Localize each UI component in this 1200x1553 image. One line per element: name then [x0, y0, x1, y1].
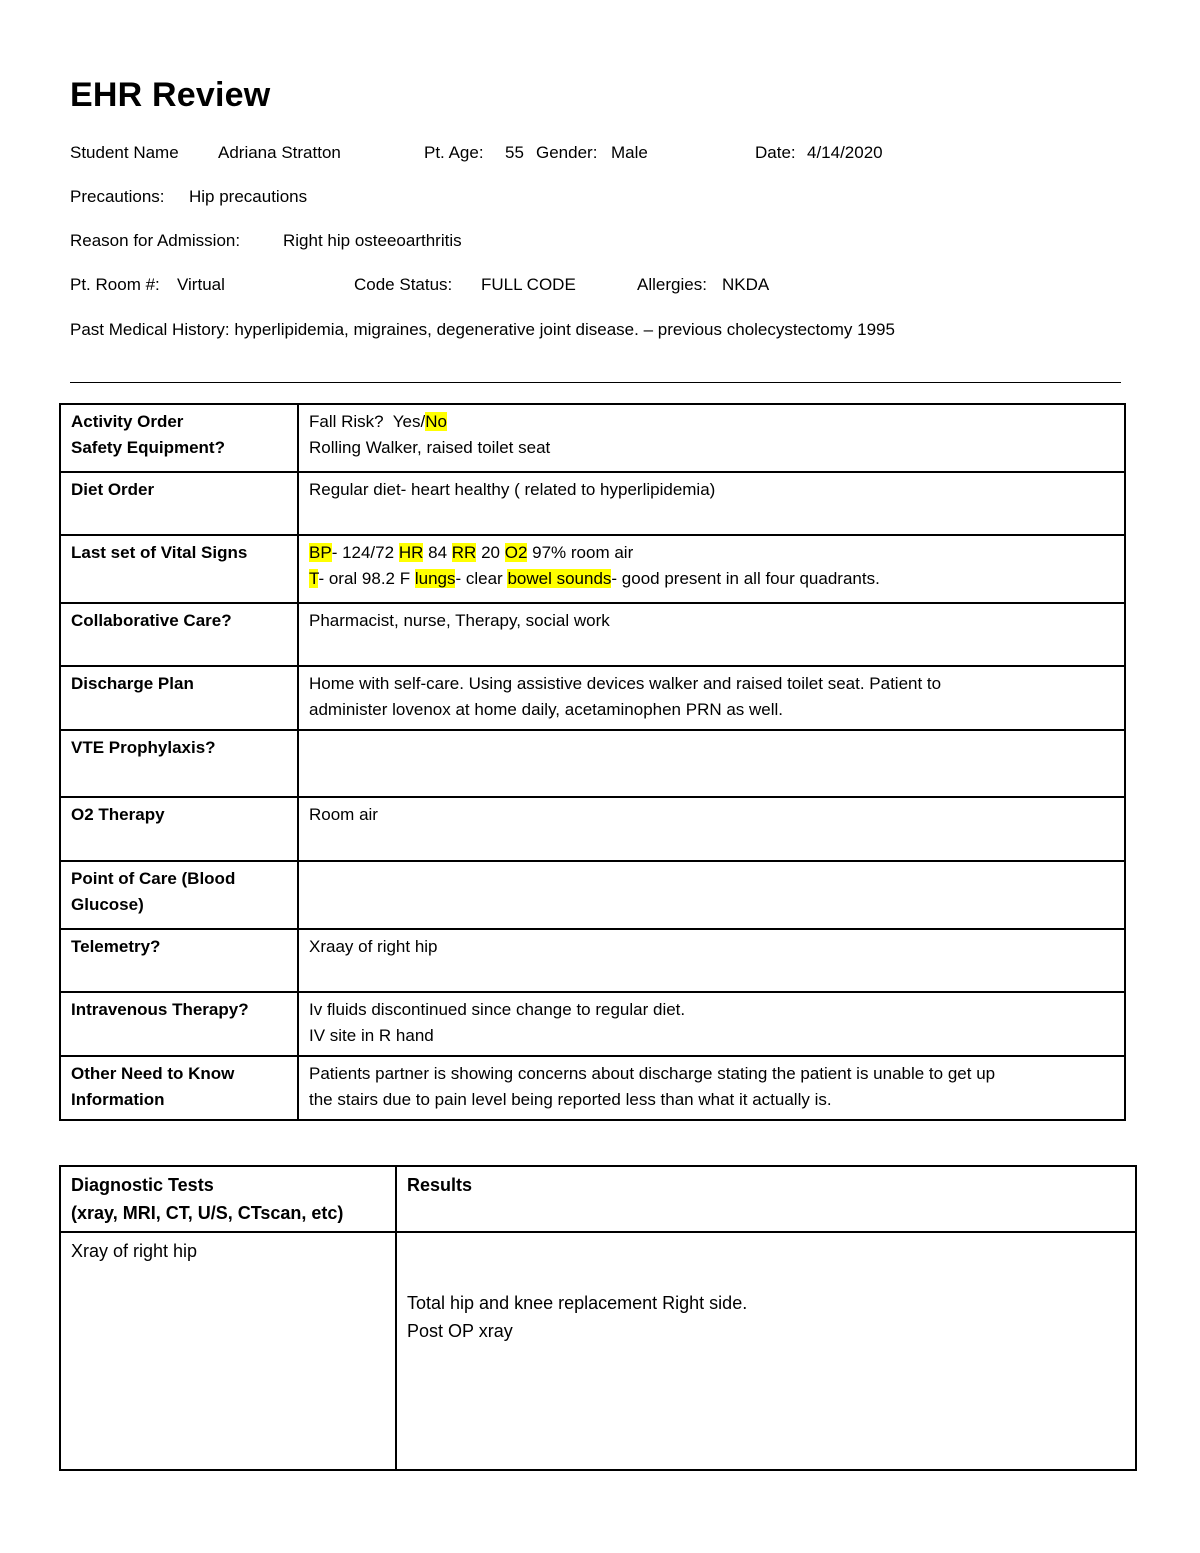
other-label-cell	[60, 1056, 298, 1120]
vitals-line-1	[309, 540, 1114, 566]
temp-label: T	[309, 569, 319, 588]
iv-value	[298, 992, 1125, 1056]
code-status-value: FULL CODE	[481, 275, 576, 294]
poc-label-2: Glucose)	[71, 895, 144, 914]
o2-therapy-label: O2 Therapy	[60, 797, 298, 861]
row-telemetry	[60, 929, 1125, 992]
rr-label: RR	[451, 543, 477, 562]
o2-value: 97% room air	[532, 543, 634, 562]
vte-value	[298, 730, 1125, 797]
discharge-line-2: administer lovenox at home daily, acetaminophen PRN as well.	[309, 700, 784, 719]
pmh-line	[70, 320, 895, 340]
o2-therapy-value: Room air	[298, 797, 1125, 861]
iv-label: Intravenous Therapy?	[60, 992, 298, 1056]
age-value: 55	[505, 143, 524, 162]
other-line-2: the stairs due to pain level being reported less than what it actually is.	[309, 1090, 832, 1109]
fall-risk-answer: No	[425, 412, 447, 431]
diet-order-value: Regular diet- heart healthy ( related to hyperlipidemia)	[298, 472, 1125, 535]
row-o2-therapy	[60, 797, 1125, 861]
pmh-label: Past Medical History:	[70, 320, 230, 339]
o2-label: O2	[504, 543, 528, 562]
date-label: Date:	[755, 143, 796, 162]
rr-value: 20	[481, 543, 500, 562]
other-label-2: Information	[71, 1090, 165, 1109]
result-cell	[396, 1232, 1136, 1470]
other-line-1: Patients partner is showing concerns about discharge stating the patient is unable to get up	[309, 1064, 996, 1083]
vital-signs-label: Last set of Vital Signs	[60, 535, 298, 603]
activity-label-cell	[60, 404, 298, 472]
row-collab	[60, 603, 1125, 666]
iv-line-1: Iv fluids discontinued since change to regular diet.	[309, 1000, 686, 1019]
allergies-value: NKDA	[722, 275, 770, 294]
poc-label-1: Point of Care (Blood	[71, 869, 236, 888]
collab-care-label: Collaborative Care?	[60, 603, 298, 666]
lungs-label: lungs	[414, 569, 456, 588]
safety-equipment-label: Safety Equipment?	[71, 438, 225, 457]
row-discharge	[60, 666, 1125, 730]
activity-order-label: Activity Order	[71, 412, 184, 431]
vitals-line-2	[309, 566, 1114, 592]
poc-value	[298, 861, 1125, 929]
precautions-label: Precautions:	[70, 187, 165, 206]
row-activity	[60, 404, 1125, 472]
activity-value-cell	[298, 404, 1125, 472]
safety-equipment-value: Rolling Walker, raised toilet seat	[309, 438, 551, 457]
discharge-plan-value	[298, 666, 1125, 730]
vital-signs-value	[298, 535, 1125, 603]
result-line-2: Post OP xray	[407, 1321, 513, 1341]
telemetry-label: Telemetry?	[60, 929, 298, 992]
fall-risk-prefix: Fall Risk? Yes/	[309, 412, 426, 431]
row-vitals	[60, 535, 1125, 603]
diagnostic-tests-subtitle: (xray, MRI, CT, U/S, CTscan, etc)	[71, 1203, 344, 1223]
reason-value: Right hip osteeoarthritis	[283, 231, 462, 250]
diagnostic-test-name: Xray of right hip	[71, 1241, 198, 1261]
row-diet	[60, 472, 1125, 535]
diagnostic-test-cell	[60, 1232, 396, 1470]
date-value: 4/14/2020	[807, 143, 883, 162]
bp-label: BP	[309, 543, 332, 562]
gender-value: Male	[611, 143, 648, 162]
poc-label-cell	[60, 861, 298, 929]
other-label-1: Other Need to Know	[71, 1064, 235, 1083]
diagnostic-tests-title: Diagnostic Tests	[71, 1175, 214, 1195]
vte-label: VTE Prophylaxis?	[60, 730, 298, 797]
fall-risk	[309, 409, 1114, 435]
age-label: Pt. Age:	[424, 143, 484, 162]
diagnostics-table	[59, 1165, 1137, 1471]
gender-label: Gender:	[536, 143, 598, 162]
reason-label: Reason for Admission:	[70, 231, 241, 250]
diagnostics-header-row	[60, 1166, 1136, 1232]
bowel-label: bowel sounds	[507, 569, 612, 588]
temp-value: - oral 98.2 F	[318, 569, 411, 588]
collab-care-value: Pharmacist, nurse, Therapy, social work	[298, 603, 1125, 666]
pmh-value: hyperlipidemia, migraines, degenerative joint disease. – previous cholecystectomy 1995	[234, 320, 895, 339]
discharge-plan-label: Discharge Plan	[60, 666, 298, 730]
divider	[70, 382, 1121, 383]
code-status-label: Code Status:	[354, 275, 453, 294]
row-poc	[60, 861, 1125, 929]
bowel-value: - good present in all four quadrants.	[611, 569, 880, 588]
telemetry-value: Xraay of right hip	[298, 929, 1125, 992]
results-header: Results	[396, 1166, 1136, 1232]
result-line-1: Total hip and knee replacement Right side.	[407, 1293, 748, 1313]
diagnostic-tests-header	[60, 1166, 396, 1232]
row-iv	[60, 992, 1125, 1056]
precautions-value: Hip precautions	[189, 187, 308, 206]
other-value	[298, 1056, 1125, 1120]
student-name-label: Student Name	[70, 143, 179, 162]
ehr-table	[59, 403, 1126, 1121]
row-other	[60, 1056, 1125, 1120]
room-value: Virtual	[177, 275, 225, 294]
bp-value: - 124/72	[331, 543, 395, 562]
student-name-value: Adriana Stratton	[218, 143, 341, 162]
iv-line-2: IV site in R hand	[309, 1026, 434, 1045]
row-vte	[60, 730, 1125, 797]
room-label: Pt. Room #:	[70, 275, 160, 294]
discharge-line-1: Home with self-care. Using assistive devices walker and raised toilet seat. Patient to	[309, 674, 942, 693]
diet-order-label: Diet Order	[60, 472, 298, 535]
diagnostics-row	[60, 1232, 1136, 1470]
page-title: EHR Review	[70, 76, 271, 114]
hr-label: HR	[398, 543, 424, 562]
hr-value: 84	[428, 543, 448, 562]
lungs-value: - clear	[455, 569, 503, 588]
allergies-label: Allergies:	[637, 275, 707, 294]
